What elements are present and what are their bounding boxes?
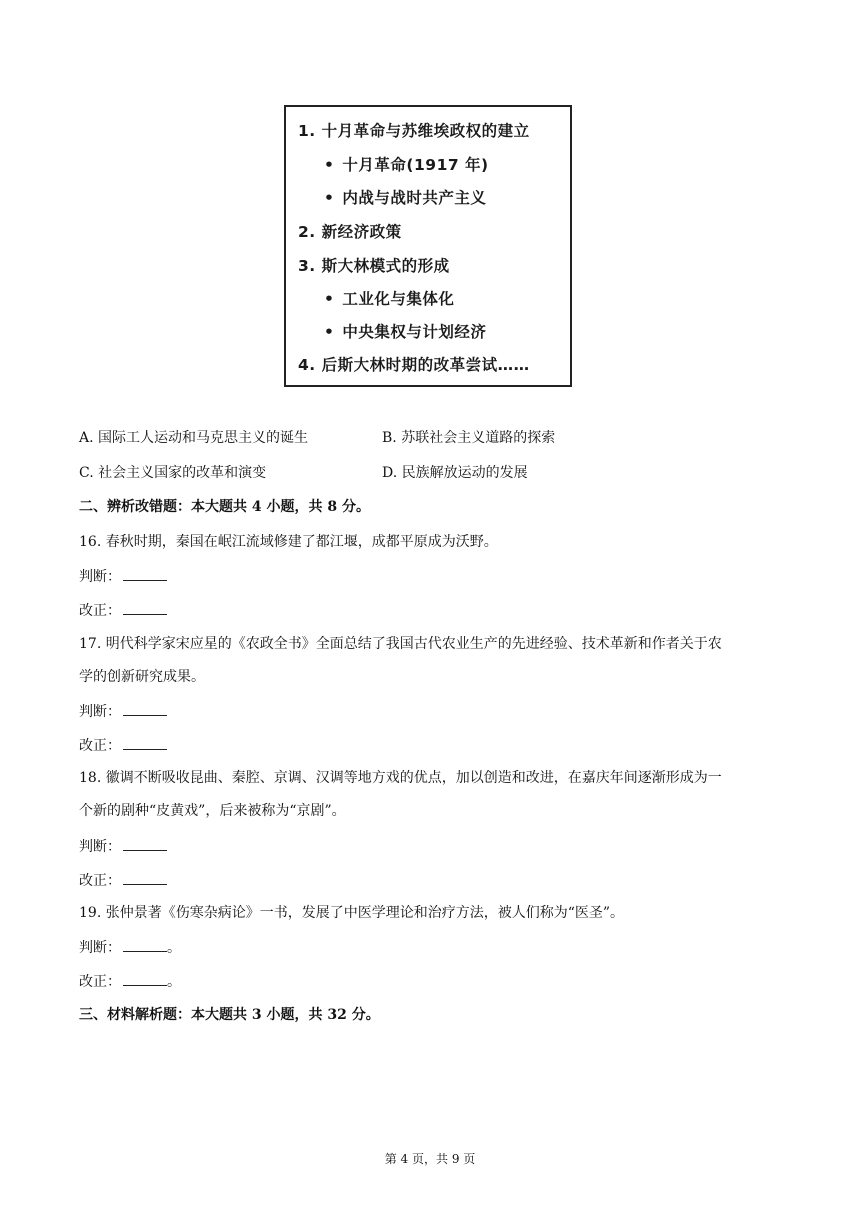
outline-item-1 — [298, 119, 530, 141]
outline-item-text: 工业化与集体化 — [342, 290, 455, 308]
judge-label: 判断： — [79, 839, 121, 855]
q19-judge-blank[interactable] — [123, 937, 167, 952]
q18-correct-line — [79, 870, 167, 891]
q19-correct-blank[interactable] — [123, 971, 167, 986]
bullet-icon: • — [324, 323, 335, 341]
q17-correct-blank[interactable] — [123, 735, 167, 750]
bullet-icon: • — [324, 156, 335, 174]
outline-item-text: 内战与战时共产主义 — [342, 189, 487, 207]
outline-figure — [284, 105, 572, 387]
question-17-line-2: 学的创新研究成果。 — [79, 669, 205, 685]
bullet-icon: • — [324, 189, 335, 207]
option-a: A. 国际工人运动和马克思主义的诞生 — [79, 430, 309, 446]
outline-item-text: 3. 斯大林模式的形成 — [298, 257, 450, 275]
outline-item-8 — [298, 353, 530, 375]
q17-judge-blank[interactable] — [123, 701, 167, 716]
q16-judge-blank[interactable] — [123, 566, 167, 581]
outline-item-text: 十月革命(1917 年) — [342, 156, 489, 174]
q17-judge-line — [79, 701, 167, 722]
page-number-footer: 第 4 页，共 9 页 — [384, 1152, 476, 1166]
question-19: 19. 张仲景著《伤寒杂病论》一书，发展了中医学理论和治疗方法，被人们称为“医圣”。 — [79, 905, 625, 921]
outline-item-3 — [324, 186, 486, 208]
outline-item-7 — [324, 320, 486, 342]
question-16: 16. 春秋时期，秦国在岷江流域修建了都江堰，成都平原成为沃野。 — [79, 534, 498, 550]
period-mark: 。 — [167, 974, 181, 990]
section-2-heading: 二、辨析改错题：本大题共 4 小题，共 8 分。 — [79, 499, 370, 515]
q19-correct-line — [79, 971, 181, 992]
outline-item-6 — [324, 287, 454, 309]
question-18-line-2: 个新的剧种“皮黄戏”，后来被称为“京剧”。 — [79, 803, 346, 819]
judge-label: 判断： — [79, 569, 121, 585]
question-18-line-1: 18. 徽调不断吸收昆曲、秦腔、京调、汉调等地方戏的优点，加以创造和改进，在嘉庆年间逐渐形成为一 — [79, 770, 722, 786]
outline-item-text: 2. 新经济政策 — [298, 223, 402, 241]
outline-item-text: 4. 后斯大林时期的改革尝试…… — [298, 356, 530, 374]
period-mark: 。 — [167, 940, 181, 956]
q18-correct-blank[interactable] — [123, 870, 167, 885]
q16-correct-blank[interactable] — [123, 600, 167, 615]
outline-item-5 — [298, 254, 450, 276]
q18-judge-blank[interactable] — [123, 836, 167, 851]
bullet-icon: • — [324, 290, 335, 308]
judge-label: 判断： — [79, 940, 121, 956]
outline-item-text: 1. 十月革命与苏维埃政权的建立 — [298, 122, 530, 140]
q16-correct-line — [79, 600, 167, 621]
correct-label: 改正： — [79, 873, 121, 889]
option-d: D. 民族解放运动的发展 — [382, 465, 528, 481]
q19-judge-line — [79, 937, 181, 958]
outline-item-text: 中央集权与计划经济 — [342, 323, 487, 341]
correct-label: 改正： — [79, 738, 121, 754]
option-b: B. 苏联社会主义道路的探索 — [382, 430, 556, 446]
q18-judge-line — [79, 836, 167, 857]
correct-label: 改正： — [79, 603, 121, 619]
section-3-heading: 三、材料解析题：本大题共 3 小题，共 32 分。 — [79, 1007, 380, 1023]
judge-label: 判断： — [79, 704, 121, 720]
q16-judge-line — [79, 566, 167, 587]
question-17-line-1: 17. 明代科学家宋应星的《农政全书》全面总结了我国古代农业生产的先进经验、技术革新和作者关于农 — [79, 636, 722, 652]
option-c: C. 社会主义国家的改革和演变 — [79, 465, 267, 481]
q17-correct-line — [79, 735, 167, 756]
outline-item-4 — [298, 220, 402, 242]
correct-label: 改正： — [79, 974, 121, 990]
outline-item-2 — [324, 153, 489, 175]
